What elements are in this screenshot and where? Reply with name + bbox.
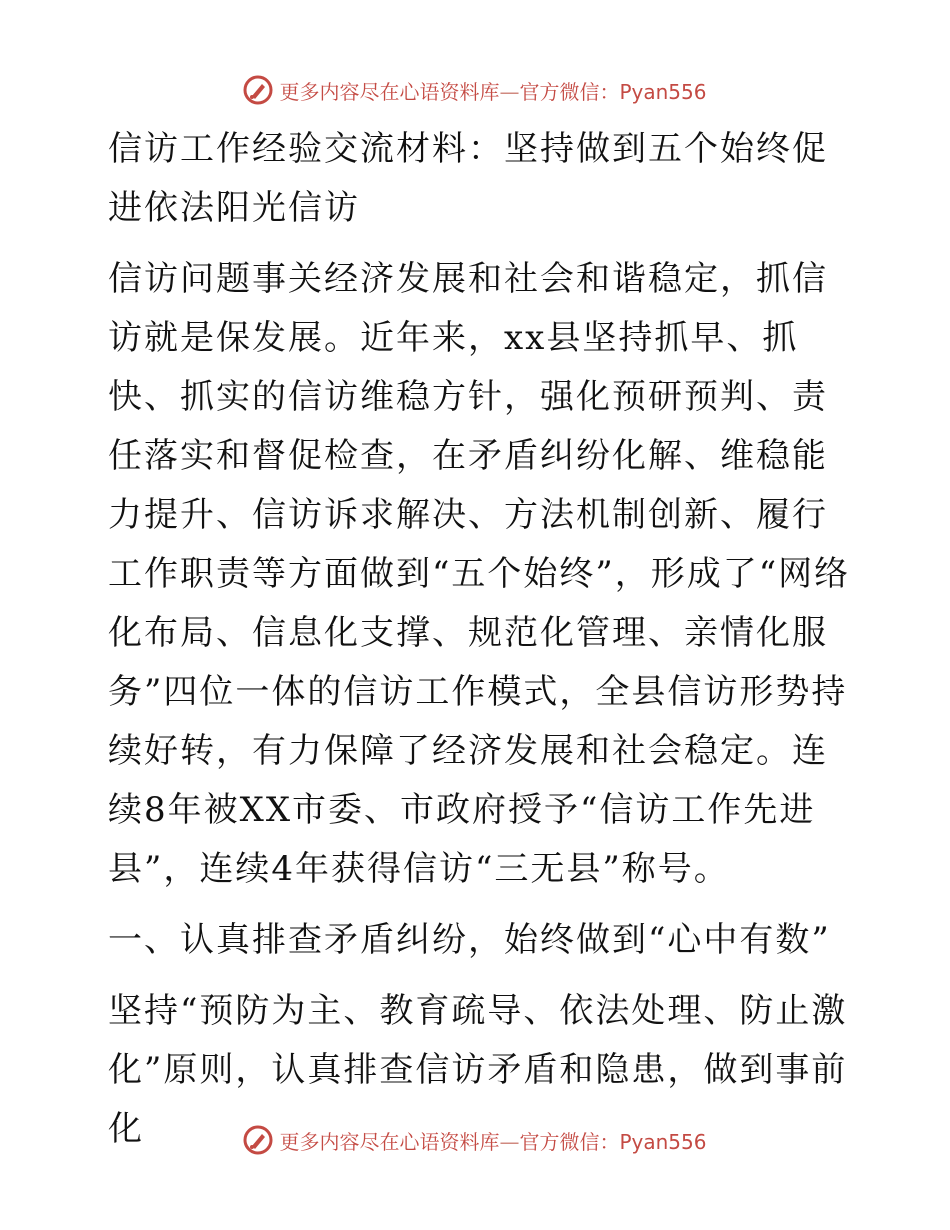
red-pen-circle-logo-icon bbox=[243, 75, 273, 105]
red-pen-circle-logo-icon bbox=[243, 1125, 273, 1155]
header-watermark-banner bbox=[0, 70, 950, 110]
footer-watermark-banner bbox=[0, 1120, 950, 1160]
document-body bbox=[98, 120, 858, 1171]
watermark-text: 更多内容尽在心语资料库—官方微信：Pyan556 bbox=[279, 79, 707, 104]
section-heading-1: 一、认真排查矛盾纠纷，始终做到“心中有数” bbox=[108, 920, 831, 960]
watermark-text: 更多内容尽在心语资料库—官方微信：Pyan556 bbox=[279, 1129, 707, 1154]
intro-paragraph: 信访问题事关经济发展和社会和谐稳定，抓信访就是保发展。近年来，xx县坚持抓早、抓快、抓实的信访维稳方针，强化预研预判、责任落实和督促检查，在矛盾纠纷化解、维稳能力提升、信访诉求解决、方法机制创新、履行工作职责等方面做到“五个始终”，形成了“网络化布局、信息化支撑、规范化管理、亲情化服务”四位一体的信访工作模式，全县信访形势持续好转，有力保障了经济发展和社会稳定。连续8年被XX市委、市政府授予“信访工作先进县”，连续4年获得信访“三无县”称号。 bbox=[108, 259, 851, 889]
document-title: 信访工作经验交流材料：坚持做到五个始终促进依法阳光信访 bbox=[108, 129, 828, 228]
section-paragraph-1: 坚持“预防为主、教育疏导、依法处理、防止激化”原则，认真排查信访矛盾和隐患，做到事前化 bbox=[108, 991, 848, 1149]
